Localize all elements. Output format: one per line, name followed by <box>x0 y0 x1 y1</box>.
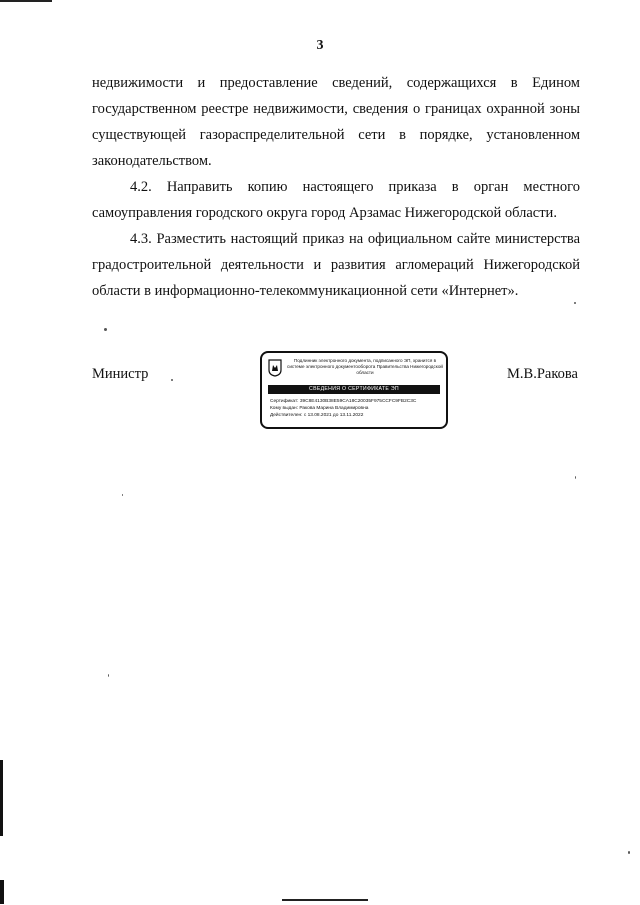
scan-margin-bar <box>0 760 3 836</box>
scan-speck <box>171 379 173 381</box>
paragraph-continuation <box>92 70 580 174</box>
scan-speck <box>108 674 109 677</box>
top-edge-line <box>0 0 52 2</box>
bottom-edge-line <box>282 899 368 901</box>
stamp-note: Подлинник электронного документа, подписанного ЭП, хранится в системе электронного документооборота Правительства Нижегородской области <box>287 358 443 375</box>
scan-speck <box>122 494 123 496</box>
paragraph-text: 4.2. Направить копию настоящего приказа в орган местного самоуправления городского округа город Арзамас Нижегородской области. <box>92 179 580 221</box>
coat-of-arms-icon <box>268 359 282 377</box>
scan-speck <box>574 302 576 304</box>
scan-speck <box>104 328 107 331</box>
scan-speck <box>628 851 630 854</box>
stamp-header: СВЕДЕНИЯ О СЕРТИФИКАТЕ ЭП <box>268 385 440 394</box>
certificate-owner: Кому выдан: Ракова Марина Владимировна <box>270 406 369 411</box>
electronic-signature-stamp <box>260 351 448 429</box>
paragraph-4-2 <box>92 174 580 226</box>
certificate-number: Сертификат: 39C8E4130B38E59CA18C20035F975CCFC9FB2C3C <box>270 399 417 404</box>
paragraph-4-3 <box>92 226 580 304</box>
signer-name: М.В.Ракова <box>507 366 578 382</box>
scan-speck <box>575 476 576 479</box>
paragraph-text: недвижимости и предоставление сведений, содержащихся в Едином государственном реестре недвижимости, сведения о границах охранной зоны существующей газораспределительной сети в порядке, установленном законодательством. <box>92 75 580 169</box>
page-number: 3 <box>316 38 324 53</box>
certificate-validity: Действителен: с 13.08.2021 до 13.11.2022 <box>270 413 364 418</box>
paragraph-text: 4.3. Разместить настоящий приказ на официальном сайте министерства градостроительной деятельности и развития агломераций Нижегородской области в информационно-телекоммуникационной сети «Интернет». <box>92 231 580 299</box>
signer-title: Министр <box>92 366 149 382</box>
scan-margin-bar <box>0 880 4 904</box>
